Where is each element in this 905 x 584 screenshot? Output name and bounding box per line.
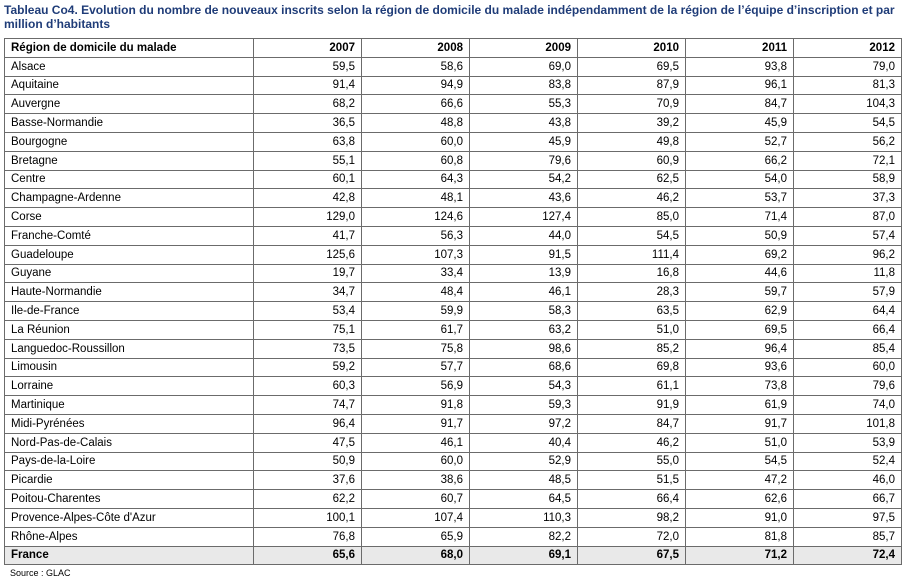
value-2007: 75,1	[254, 320, 362, 339]
value-2008: 48,4	[362, 283, 470, 302]
region-cell: Nord-Pas-de-Calais	[5, 433, 254, 452]
value-2010: 87,9	[578, 76, 686, 95]
value-2007: 60,1	[254, 170, 362, 189]
region-cell: Aquitaine	[5, 76, 254, 95]
total-value-2012: 72,4	[794, 546, 902, 565]
value-2008: 66,6	[362, 95, 470, 114]
table-row	[5, 358, 902, 377]
value-2010: 62,5	[578, 170, 686, 189]
value-2009: 97,2	[470, 414, 578, 433]
table-row	[5, 189, 902, 208]
region-cell: Champagne-Ardenne	[5, 189, 254, 208]
table-row	[5, 264, 902, 283]
table-row	[5, 527, 902, 546]
value-2010: 55,0	[578, 452, 686, 471]
table-row	[5, 452, 902, 471]
table-row	[5, 433, 902, 452]
value-2009: 82,2	[470, 527, 578, 546]
table-row	[5, 208, 902, 227]
value-2012: 85,7	[794, 527, 902, 546]
value-2010: 49,8	[578, 132, 686, 151]
value-2007: 36,5	[254, 114, 362, 133]
value-2011: 59,7	[686, 283, 794, 302]
value-2012: 60,0	[794, 358, 902, 377]
value-2008: 46,1	[362, 433, 470, 452]
value-2010: 61,1	[578, 377, 686, 396]
value-2007: 55,1	[254, 151, 362, 170]
table-row	[5, 283, 902, 302]
total-label: France	[5, 546, 254, 565]
value-2010: 85,2	[578, 339, 686, 358]
region-cell: Guadeloupe	[5, 245, 254, 264]
value-2007: 100,1	[254, 508, 362, 527]
table-row	[5, 320, 902, 339]
table-row	[5, 151, 902, 170]
value-2010: 91,9	[578, 396, 686, 415]
value-2007: 37,6	[254, 471, 362, 490]
table-row	[5, 339, 902, 358]
value-2012: 101,8	[794, 414, 902, 433]
value-2007: 68,2	[254, 95, 362, 114]
region-cell: Corse	[5, 208, 254, 227]
value-2012: 79,6	[794, 377, 902, 396]
value-2012: 53,9	[794, 433, 902, 452]
value-2007: 60,3	[254, 377, 362, 396]
value-2007: 129,0	[254, 208, 362, 227]
value-2010: 66,4	[578, 490, 686, 509]
value-2011: 84,7	[686, 95, 794, 114]
value-2009: 55,3	[470, 95, 578, 114]
value-2012: 56,2	[794, 132, 902, 151]
value-2010: 60,9	[578, 151, 686, 170]
value-2010: 63,5	[578, 302, 686, 321]
value-2010: 51,5	[578, 471, 686, 490]
value-2007: 41,7	[254, 226, 362, 245]
total-value-2007: 65,6	[254, 546, 362, 565]
source-note: Source : GLAC	[10, 568, 71, 578]
value-2009: 54,2	[470, 170, 578, 189]
value-2009: 91,5	[470, 245, 578, 264]
value-2007: 62,2	[254, 490, 362, 509]
value-2009: 59,3	[470, 396, 578, 415]
total-row	[5, 546, 902, 565]
header-row	[5, 39, 902, 58]
value-2008: 33,4	[362, 264, 470, 283]
value-2008: 107,4	[362, 508, 470, 527]
region-cell: Rhône-Alpes	[5, 527, 254, 546]
value-2011: 61,9	[686, 396, 794, 415]
column-header-2012: 2012	[794, 39, 902, 58]
region-cell: Languedoc-Roussillon	[5, 339, 254, 358]
value-2011: 91,7	[686, 414, 794, 433]
value-2011: 47,2	[686, 471, 794, 490]
value-2007: 91,4	[254, 76, 362, 95]
column-header-2007: 2007	[254, 39, 362, 58]
region-cell: Limousin	[5, 358, 254, 377]
value-2009: 45,9	[470, 132, 578, 151]
region-cell: Haute-Normandie	[5, 283, 254, 302]
column-header-region: Région de domicile du malade	[5, 39, 254, 58]
value-2012: 54,5	[794, 114, 902, 133]
region-cell: Martinique	[5, 396, 254, 415]
value-2010: 54,5	[578, 226, 686, 245]
table-caption: Tableau Co4. Evolution du nombre de nouveaux inscrits selon la région de domicile du malade indépendamment de la région de l’équipe d’inscription et par million d’habitants	[4, 3, 895, 31]
value-2009: 63,2	[470, 320, 578, 339]
value-2012: 64,4	[794, 302, 902, 321]
value-2007: 59,2	[254, 358, 362, 377]
total-value-2008: 68,0	[362, 546, 470, 565]
value-2010: 39,2	[578, 114, 686, 133]
table-row	[5, 57, 902, 76]
value-2012: 57,9	[794, 283, 902, 302]
value-2007: 42,8	[254, 189, 362, 208]
table-row	[5, 76, 902, 95]
value-2012: 57,4	[794, 226, 902, 245]
value-2011: 69,2	[686, 245, 794, 264]
value-2008: 57,7	[362, 358, 470, 377]
table-row	[5, 132, 902, 151]
value-2010: 16,8	[578, 264, 686, 283]
value-2011: 69,5	[686, 320, 794, 339]
value-2008: 124,6	[362, 208, 470, 227]
value-2011: 62,9	[686, 302, 794, 321]
table-row	[5, 508, 902, 527]
value-2008: 107,3	[362, 245, 470, 264]
value-2009: 54,3	[470, 377, 578, 396]
value-2012: 96,2	[794, 245, 902, 264]
value-2009: 127,4	[470, 208, 578, 227]
value-2007: 50,9	[254, 452, 362, 471]
value-2008: 56,3	[362, 226, 470, 245]
table-row	[5, 226, 902, 245]
value-2010: 84,7	[578, 414, 686, 433]
value-2008: 91,8	[362, 396, 470, 415]
value-2012: 66,4	[794, 320, 902, 339]
table-row	[5, 396, 902, 415]
value-2009: 79,6	[470, 151, 578, 170]
region-cell: Provence-Alpes-Côte d'Azur	[5, 508, 254, 527]
value-2010: 98,2	[578, 508, 686, 527]
value-2010: 69,8	[578, 358, 686, 377]
value-2012: 97,5	[794, 508, 902, 527]
region-cell: Auvergne	[5, 95, 254, 114]
value-2007: 53,4	[254, 302, 362, 321]
region-cell: Alsace	[5, 57, 254, 76]
value-2009: 43,8	[470, 114, 578, 133]
total-value-2009: 69,1	[470, 546, 578, 565]
value-2008: 48,8	[362, 114, 470, 133]
value-2012: 46,0	[794, 471, 902, 490]
value-2009: 13,9	[470, 264, 578, 283]
table-row	[5, 302, 902, 321]
value-2012: 72,1	[794, 151, 902, 170]
value-2009: 44,0	[470, 226, 578, 245]
value-2008: 61,7	[362, 320, 470, 339]
value-2009: 64,5	[470, 490, 578, 509]
value-2009: 40,4	[470, 433, 578, 452]
data-table	[4, 38, 902, 565]
value-2008: 59,9	[362, 302, 470, 321]
value-2011: 62,6	[686, 490, 794, 509]
value-2007: 96,4	[254, 414, 362, 433]
region-cell: Bourgogne	[5, 132, 254, 151]
region-cell: Franche-Comté	[5, 226, 254, 245]
table-row	[5, 95, 902, 114]
value-2011: 93,8	[686, 57, 794, 76]
value-2010: 46,2	[578, 433, 686, 452]
value-2008: 91,7	[362, 414, 470, 433]
value-2012: 85,4	[794, 339, 902, 358]
column-header-2011: 2011	[686, 39, 794, 58]
value-2008: 56,9	[362, 377, 470, 396]
table-row	[5, 245, 902, 264]
region-cell: La Réunion	[5, 320, 254, 339]
column-header-2009: 2009	[470, 39, 578, 58]
value-2011: 45,9	[686, 114, 794, 133]
value-2011: 54,0	[686, 170, 794, 189]
value-2012: 37,3	[794, 189, 902, 208]
value-2009: 58,3	[470, 302, 578, 321]
value-2008: 48,1	[362, 189, 470, 208]
value-2008: 60,7	[362, 490, 470, 509]
value-2011: 71,4	[686, 208, 794, 227]
value-2008: 38,6	[362, 471, 470, 490]
value-2007: 59,5	[254, 57, 362, 76]
value-2010: 72,0	[578, 527, 686, 546]
value-2010: 85,0	[578, 208, 686, 227]
value-2009: 52,9	[470, 452, 578, 471]
value-2011: 96,1	[686, 76, 794, 95]
value-2008: 65,9	[362, 527, 470, 546]
value-2012: 74,0	[794, 396, 902, 415]
value-2011: 96,4	[686, 339, 794, 358]
value-2012: 87,0	[794, 208, 902, 227]
value-2009: 43,6	[470, 189, 578, 208]
value-2007: 125,6	[254, 245, 362, 264]
value-2011: 50,9	[686, 226, 794, 245]
column-header-2010: 2010	[578, 39, 686, 58]
value-2011: 54,5	[686, 452, 794, 471]
value-2010: 51,0	[578, 320, 686, 339]
value-2009: 46,1	[470, 283, 578, 302]
value-2009: 83,8	[470, 76, 578, 95]
value-2011: 53,7	[686, 189, 794, 208]
column-header-2008: 2008	[362, 39, 470, 58]
total-value-2011: 71,2	[686, 546, 794, 565]
region-cell: Ile-de-France	[5, 302, 254, 321]
region-cell: Bretagne	[5, 151, 254, 170]
value-2008: 60,0	[362, 452, 470, 471]
value-2009: 98,6	[470, 339, 578, 358]
value-2012: 81,3	[794, 76, 902, 95]
table-body	[5, 57, 902, 565]
table-row	[5, 414, 902, 433]
total-value-2010: 67,5	[578, 546, 686, 565]
table-row	[5, 377, 902, 396]
value-2009: 68,6	[470, 358, 578, 377]
table-row	[5, 170, 902, 189]
value-2012: 104,3	[794, 95, 902, 114]
value-2007: 34,7	[254, 283, 362, 302]
value-2011: 66,2	[686, 151, 794, 170]
table-row	[5, 490, 902, 509]
value-2012: 58,9	[794, 170, 902, 189]
value-2007: 74,7	[254, 396, 362, 415]
region-cell: Midi-Pyrénées	[5, 414, 254, 433]
value-2007: 76,8	[254, 527, 362, 546]
value-2011: 52,7	[686, 132, 794, 151]
value-2010: 70,9	[578, 95, 686, 114]
value-2008: 75,8	[362, 339, 470, 358]
value-2008: 94,9	[362, 76, 470, 95]
value-2011: 81,8	[686, 527, 794, 546]
value-2009: 48,5	[470, 471, 578, 490]
value-2007: 73,5	[254, 339, 362, 358]
value-2010: 28,3	[578, 283, 686, 302]
value-2011: 44,6	[686, 264, 794, 283]
value-2009: 110,3	[470, 508, 578, 527]
table-row	[5, 114, 902, 133]
region-cell: Lorraine	[5, 377, 254, 396]
value-2012: 66,7	[794, 490, 902, 509]
value-2008: 60,8	[362, 151, 470, 170]
value-2011: 73,8	[686, 377, 794, 396]
value-2012: 11,8	[794, 264, 902, 283]
value-2012: 79,0	[794, 57, 902, 76]
value-2010: 46,2	[578, 189, 686, 208]
value-2007: 19,7	[254, 264, 362, 283]
table-row	[5, 471, 902, 490]
value-2011: 51,0	[686, 433, 794, 452]
value-2010: 111,4	[578, 245, 686, 264]
value-2009: 69,0	[470, 57, 578, 76]
region-cell: Poitou-Charentes	[5, 490, 254, 509]
region-cell: Guyane	[5, 264, 254, 283]
value-2011: 91,0	[686, 508, 794, 527]
value-2012: 52,4	[794, 452, 902, 471]
value-2008: 60,0	[362, 132, 470, 151]
region-cell: Centre	[5, 170, 254, 189]
value-2010: 69,5	[578, 57, 686, 76]
region-cell: Picardie	[5, 471, 254, 490]
value-2011: 93,6	[686, 358, 794, 377]
region-cell: Basse-Normandie	[5, 114, 254, 133]
region-cell: Pays-de-la-Loire	[5, 452, 254, 471]
value-2007: 63,8	[254, 132, 362, 151]
value-2007: 47,5	[254, 433, 362, 452]
value-2008: 64,3	[362, 170, 470, 189]
value-2008: 58,6	[362, 57, 470, 76]
